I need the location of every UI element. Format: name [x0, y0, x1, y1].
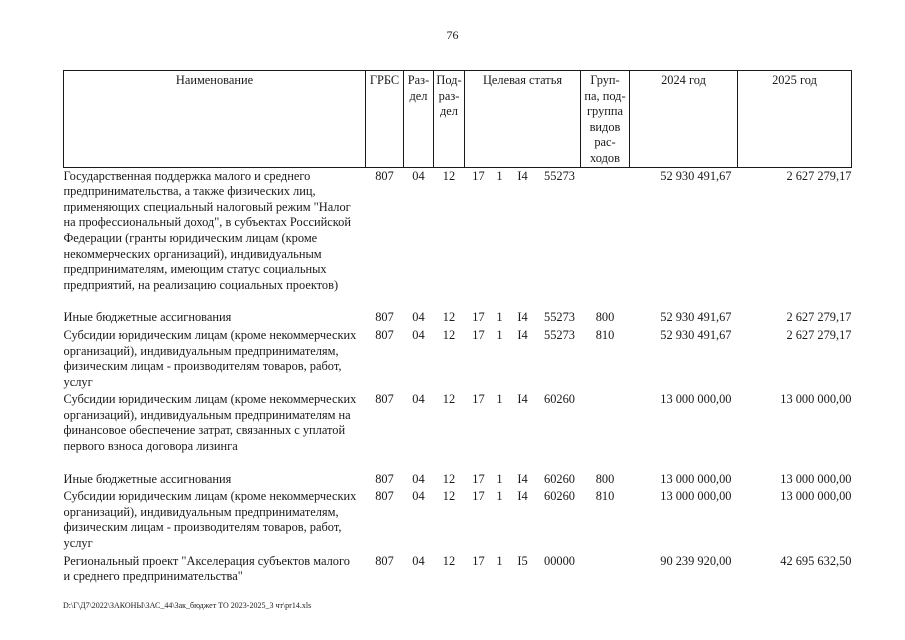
table-row: [64, 471, 852, 489]
cell-amount-2024: 13 000 000,00: [660, 392, 732, 407]
cell-target-direction: 55273: [544, 310, 575, 325]
cell-podrazdel: 12: [442, 392, 456, 407]
table-row: [64, 327, 852, 391]
page-number: 76: [446, 28, 459, 42]
cell-name: Субсидии юридическим лицам (кроме некоммерческих организаций), индивидуальным предпринимателям, физическим лицам - производителям товаров, работ, услуг: [63, 327, 357, 389]
cell-expense-group: 800: [595, 310, 615, 325]
cell-expense-group: [581, 167, 630, 294]
cell-target-direction: 00000: [544, 553, 575, 568]
cell-target-direction: 55273: [544, 168, 575, 183]
header-group-line: па, под-: [584, 88, 626, 103]
cell-expense-group: 800: [595, 471, 615, 486]
header-expense-group: [581, 71, 630, 168]
cell-target-direction: 60260: [544, 489, 575, 504]
cell-name: Субсидии юридическим лицам (кроме некоммерческих организаций), индивидуальным предпринимателям на финансовое обеспечение затрат, связанных с уплатой первого взноса договора лизинга: [63, 392, 357, 454]
cell-amount-2025: 2 627 279,17: [786, 168, 852, 183]
cell-target-program: 17: [472, 168, 485, 183]
row-spacer: [64, 456, 852, 471]
cell-expense-group: [581, 553, 630, 586]
cell-razdel: 04: [412, 553, 425, 568]
header-razdel-line: дел: [409, 88, 428, 103]
cell-grbs: 807: [375, 392, 394, 407]
cell-razdel: 04: [412, 489, 425, 504]
cell-target-project: I4: [517, 168, 528, 183]
cell-target-project: I4: [517, 310, 528, 325]
cell-amount-2025: 2 627 279,17: [786, 310, 852, 325]
cell-grbs: 807: [375, 310, 394, 325]
cell-amount-2024: 13 000 000,00: [660, 489, 732, 504]
cell-target-subprogram: 1: [496, 471, 503, 486]
budget-table: [63, 70, 852, 586]
cell-amount-2024: 13 000 000,00: [660, 471, 732, 486]
cell-razdel: 04: [412, 327, 425, 342]
cell-expense-group: 810: [595, 489, 615, 504]
cell-razdel: 04: [412, 392, 425, 407]
cell-target-direction: 60260: [544, 471, 575, 486]
cell-target-project: I4: [517, 392, 528, 407]
cell-grbs: 807: [375, 489, 394, 504]
table-row: [64, 391, 852, 455]
cell-podrazdel: 12: [442, 168, 456, 183]
row-spacer: [64, 294, 852, 309]
cell-target-project: I4: [517, 489, 528, 504]
cell-target-subprogram: 1: [496, 168, 503, 183]
cell-target-subprogram: 1: [496, 553, 503, 568]
cell-razdel: 04: [412, 471, 425, 486]
header-podrazdel-line: раз-: [438, 88, 460, 103]
header-group-line: рас-: [594, 135, 616, 150]
cell-expense-group: [581, 391, 630, 455]
header-target-article: Целевая статья: [465, 71, 581, 168]
header-podrazdel-line: дел: [440, 104, 458, 119]
row-spacer-cell: [64, 294, 852, 309]
cell-target-project: I4: [517, 471, 528, 486]
cell-target-subprogram: 1: [496, 327, 503, 342]
cell-target-project: I4: [517, 327, 528, 342]
table-row: [64, 309, 852, 327]
cell-name: Иные бюджетные ассигнования: [63, 310, 232, 325]
cell-name: Субсидии юридическим лицам (кроме некоммерческих организаций), индивидуальным предпринимателям, физическим лицам - производителям товаров, работ, услуг: [63, 489, 357, 551]
cell-target-program: 17: [472, 327, 485, 342]
cell-amount-2024: 90 239 920,00: [660, 553, 732, 568]
cell-razdel: 04: [412, 168, 425, 183]
header-podrazdel-line: Под-: [436, 73, 462, 87]
table-header-row: [64, 71, 852, 168]
cell-target-program: 17: [472, 471, 485, 486]
header-podrazdel: [434, 71, 465, 168]
cell-amount-2025: 13 000 000,00: [780, 489, 852, 504]
cell-amount-2025: 13 000 000,00: [780, 392, 852, 407]
cell-name: Иные бюджетные ассигнования: [63, 471, 232, 486]
table-row: [64, 553, 852, 586]
header-group-line: Груп-: [590, 73, 620, 87]
cell-amount-2024: 52 930 491,67: [660, 168, 732, 183]
cell-target-subprogram: 1: [496, 392, 503, 407]
cell-amount-2025: 42 695 632,50: [780, 553, 852, 568]
cell-target-program: 17: [472, 310, 485, 325]
cell-name: Государственная поддержка малого и среднего предпринимательства, а также физических лиц, применяющих специальный налоговый режим "Налог на профессиональный доход", в субъектах Российской Федерации (гранты юридическим лицам (кроме некоммерческих организаций), индивидуальным предпринимателям, имеющим статус социальных предприятий, на реализацию социальных проектов): [63, 168, 351, 292]
cell-amount-2025: 13 000 000,00: [780, 471, 852, 486]
row-spacer-cell: [64, 456, 852, 471]
cell-grbs: 807: [375, 471, 394, 486]
cell-expense-group: 810: [595, 327, 615, 342]
table-row: [64, 488, 852, 552]
cell-grbs: 807: [375, 553, 394, 568]
cell-grbs: 807: [375, 168, 394, 183]
footer-file-path: D:\Г\Д7\2022\ЗАКОНЫ\ЗАС_44\Зак_бюджет ТО 2023-2025_3 чт\pr14.xls: [63, 601, 312, 610]
header-grbs: ГРБС: [366, 71, 404, 168]
header-group-line: ходов: [590, 150, 620, 165]
header-group-line: группа: [586, 104, 624, 119]
cell-podrazdel: 12: [442, 471, 456, 486]
cell-amount-2024: 52 930 491,67: [660, 310, 732, 325]
cell-razdel: 04: [412, 310, 425, 325]
header-group-line: видов: [589, 119, 621, 134]
header-razdel-line: Раз-: [407, 73, 430, 87]
cell-amount-2025: 2 627 279,17: [786, 327, 852, 342]
table-row: [64, 167, 852, 294]
cell-target-direction: 55273: [544, 327, 575, 342]
cell-podrazdel: 12: [442, 489, 456, 504]
cell-target-project: I5: [517, 553, 528, 568]
cell-name: Региональный проект "Акселерация субъектов малого и среднего предпринимательства": [63, 553, 350, 584]
header-name: Наименование: [64, 71, 366, 168]
cell-podrazdel: 12: [442, 310, 456, 325]
cell-target-program: 17: [472, 489, 485, 504]
table-body: [64, 167, 852, 586]
cell-amount-2024: 52 930 491,67: [660, 327, 732, 342]
cell-target-subprogram: 1: [496, 310, 503, 325]
cell-target-program: 17: [472, 553, 485, 568]
cell-podrazdel: 12: [442, 553, 456, 568]
cell-target-program: 17: [472, 392, 485, 407]
cell-target-subprogram: 1: [496, 489, 503, 504]
cell-podrazdel: 12: [442, 327, 456, 342]
cell-grbs: 807: [375, 327, 394, 342]
cell-target-direction: 60260: [544, 392, 575, 407]
header-year-2024: 2024 год: [630, 71, 738, 168]
header-year-2025: 2025 год: [738, 71, 852, 168]
header-razdel: [404, 71, 434, 168]
